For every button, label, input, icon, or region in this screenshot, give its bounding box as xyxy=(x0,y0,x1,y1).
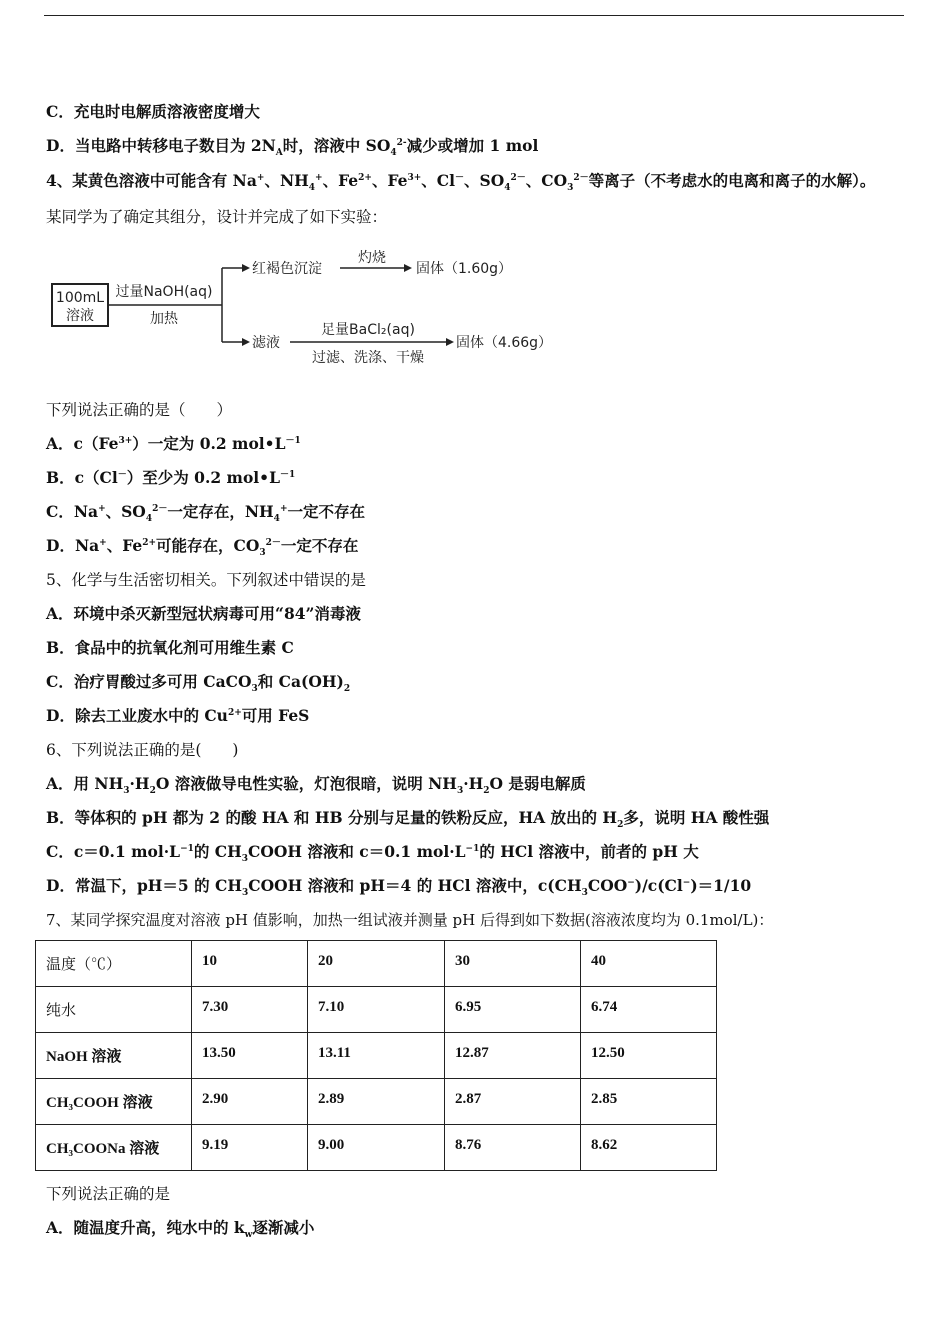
table-cell: 13.11 xyxy=(308,1033,445,1079)
ph-data-table xyxy=(35,940,717,1171)
table-cell: 纯水 xyxy=(36,987,192,1033)
q3-option-d: D．当电路中转移电子数目为 $2N_A$时，溶液中 $SO_4^{2-}$减少或增加 1 mol xyxy=(46,136,539,159)
q6-option-d: D．常温下，pH＝5 的 $CH_3COOH$ 溶液和 pH＝4 的 HCl 溶液中，$c(CH_3COO^-)/c(Cl^-)=1/10$ xyxy=(46,876,752,899)
q5-stem: 5、化学与生活密切相关。下列叙述中错误的是 xyxy=(46,571,366,589)
q5-option-c: C．治疗胃酸过多可用 CaCO$_3$和 $Ca(OH)_2$ xyxy=(46,672,351,695)
q5-option-b: B．食品中的抗氧化剂可用维生素 C xyxy=(46,638,294,657)
q7-stem: 7、某同学探究温度对溶液 pH 值影响，加热一组试液并测量 pH 后得到如下数据(溶液浓度均为 0.1mol/L)： xyxy=(46,911,774,929)
q6-stem: 6、下列说法正确的是( ) xyxy=(46,741,239,759)
q4-stem-2: 某同学为了确定其组分，设计并完成了如下实验： xyxy=(46,208,388,226)
bottom-operation: 过滤、洗涤、干燥 xyxy=(312,350,424,366)
table-cell: 8.76 xyxy=(445,1125,581,1171)
table-header-cell: 20 xyxy=(308,941,445,987)
table-cell: 8.62 xyxy=(581,1125,717,1171)
q4-option-a: A．$c(Fe^{3+})$一定为 0.2 $mol•L^{-1}$ xyxy=(46,434,301,453)
q7-option-a: A．随温度升高，纯水中的 $k_w$逐渐减小 xyxy=(46,1218,315,1241)
q4-option-c: C．Na+、$SO_4^{2-}$一定存在，$NH_4^+$一定不存在 xyxy=(46,502,365,525)
table-cell: 7.10 xyxy=(308,987,445,1033)
q4-option-b: B．c（Cl－）至少为 0.2 $mol•L^{-1}$ xyxy=(46,468,296,487)
q4-option-d: D．Na+、$Fe^{2+}$可能存在，$CO_3^{2-}$一定不存在 xyxy=(46,536,359,559)
start-label: 100mL xyxy=(55,290,105,306)
q4-prompt: 下列说法正确的是（ ） xyxy=(46,401,233,419)
q5-option-d: D．除去工业废水中的 $Cu^{2+}$可用 FeS xyxy=(46,706,310,725)
table-cell: CH₃COONa 溶液 xyxy=(36,1125,192,1171)
experiment-flowchart xyxy=(46,248,566,378)
bottom-solid: 固体（4.66g） xyxy=(456,335,553,351)
top-solid: 固体（1.60g） xyxy=(416,261,513,277)
table-cell: 12.50 xyxy=(581,1033,717,1079)
table-cell: 2.89 xyxy=(308,1079,445,1125)
table-cell: CH₃COOH 溶液 xyxy=(36,1079,192,1125)
table-cell: NaOH 溶液 xyxy=(36,1033,192,1079)
table-cell: 13.50 xyxy=(192,1033,308,1079)
header-rule xyxy=(44,15,904,16)
q6-option-a: A．用 $NH_3\cdot H_2O$ 溶液做导电性实验，灯泡很暗，说明 $NH_3\cdot H_2O$ 是弱电解质 xyxy=(46,774,586,797)
table-cell: 12.87 xyxy=(445,1033,581,1079)
bottom-product: 滤液 xyxy=(252,335,280,351)
condition-label: 加热 xyxy=(150,311,178,327)
table-cell: 7.30 xyxy=(192,987,308,1033)
bottom-reagent: 足量BaCl₂(aq) xyxy=(321,322,415,338)
table-header-row xyxy=(36,941,717,987)
start-label-2: 溶液 xyxy=(66,308,94,324)
reagent-label: 过量NaOH(aq) xyxy=(115,284,213,300)
q6-option-b: B．等体积的 pH 都为 2 的酸 HA 和 HB 分别与足量的铁粉反应，HA 放出的 $H_2$多，说明 HA 酸性强 xyxy=(46,808,770,831)
q3-option-c: C．充电时电解质溶液密度增大 xyxy=(46,102,260,121)
q7-prompt: 下列说法正确的是 xyxy=(46,1185,171,1203)
top-product: 红褐色沉淀 xyxy=(252,261,322,277)
table-cell: 2.85 xyxy=(581,1079,717,1125)
table-row xyxy=(36,1079,717,1125)
table-header-cell: 10 xyxy=(192,941,308,987)
table-cell: 2.90 xyxy=(192,1079,308,1125)
table-header-cell: 30 xyxy=(445,941,581,987)
q4-stem: 4、某黄色溶液中可能含有 Na+、$NH_4^+$、$Fe^{2+}$、$Fe^{3+}$、Cl－、$SO_4^{2-}$、$CO_3^{2-}$等离子（不考虑水的电离和离子的水解）。 xyxy=(46,171,876,194)
table-row xyxy=(36,1125,717,1171)
q5-option-a: A．环境中杀灭新型冠状病毒可用“84”消毒液 xyxy=(46,604,361,623)
q6-option-c: C．c＝0.1 $mol\cdot L^{-1}$的 $CH_3COOH$ 溶液和 c＝0.1 $mol\cdot L^{-1}$的 HCl 溶液中，前者的 pH 大 xyxy=(46,842,699,865)
table-cell: 2.87 xyxy=(445,1079,581,1125)
top-operation: 灼烧 xyxy=(358,250,386,266)
table-cell: 6.74 xyxy=(581,987,717,1033)
table-header-cell: 温度（℃） xyxy=(36,941,192,987)
table-cell: 9.19 xyxy=(192,1125,308,1171)
table-row xyxy=(36,1033,717,1079)
table-cell: 6.95 xyxy=(445,987,581,1033)
table-cell: 9.00 xyxy=(308,1125,445,1171)
table-row xyxy=(36,987,717,1033)
table-header-cell: 40 xyxy=(581,941,717,987)
